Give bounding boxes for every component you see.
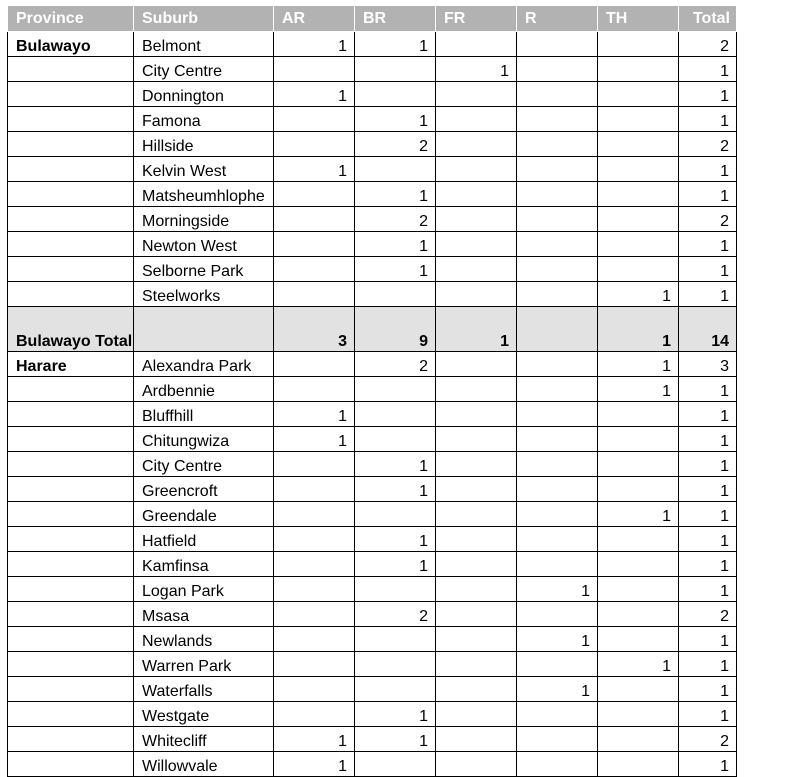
r-cell: [517, 157, 598, 182]
ar-cell: [274, 652, 355, 677]
table-row: [8, 702, 737, 727]
total-cell: 1: [679, 427, 737, 452]
ar-cell: [274, 182, 355, 207]
fr-cell: [436, 32, 517, 57]
province-cell: [8, 182, 134, 207]
total-cell: 1: [679, 502, 737, 527]
province-cell: [8, 427, 134, 452]
ar-cell: [274, 232, 355, 257]
province-cell: [8, 82, 134, 107]
r-cell: [517, 427, 598, 452]
column-header-ar: AR: [274, 6, 355, 32]
suburb-cell: Whitecliff: [134, 727, 274, 752]
table-row: [8, 602, 737, 627]
suburb-cell: Steelworks: [134, 282, 274, 307]
suburb-cell: Hatfield: [134, 527, 274, 552]
ar-cell: [274, 627, 355, 652]
ar-cell: 1: [274, 402, 355, 427]
total-cell: 1: [679, 577, 737, 602]
r-cell: [517, 352, 598, 377]
br-cell: [355, 402, 436, 427]
ar-cell: [274, 107, 355, 132]
total-cell: 1: [679, 82, 737, 107]
th-cell: [598, 82, 679, 107]
province-cell: [8, 752, 134, 777]
ar-cell: [274, 677, 355, 702]
fr-cell: [436, 132, 517, 157]
province-cell: [8, 232, 134, 257]
th-cell: 1: [598, 307, 679, 352]
ar-cell: [274, 477, 355, 502]
ar-cell: [274, 702, 355, 727]
fr-cell: [436, 752, 517, 777]
ar-cell: [274, 132, 355, 157]
total-cell: 1: [679, 702, 737, 727]
r-cell: [517, 107, 598, 132]
br-cell: [355, 427, 436, 452]
suburb-cell: Morningside: [134, 207, 274, 232]
table-row: [8, 527, 737, 552]
th-cell: [598, 257, 679, 282]
table-row: [8, 157, 737, 182]
br-cell: [355, 577, 436, 602]
br-cell: 2: [355, 132, 436, 157]
fr-cell: [436, 282, 517, 307]
br-cell: [355, 157, 436, 182]
total-cell: 1: [679, 182, 737, 207]
ar-cell: 1: [274, 752, 355, 777]
th-cell: [598, 552, 679, 577]
th-cell: [598, 157, 679, 182]
r-cell: 1: [517, 577, 598, 602]
br-cell: 1: [355, 452, 436, 477]
ar-cell: 1: [274, 427, 355, 452]
fr-cell: [436, 577, 517, 602]
fr-cell: [436, 602, 517, 627]
suburb-cell: Msasa: [134, 602, 274, 627]
fr-cell: [436, 552, 517, 577]
fr-cell: [436, 427, 517, 452]
th-cell: [598, 627, 679, 652]
fr-cell: [436, 677, 517, 702]
br-cell: 1: [355, 257, 436, 282]
r-cell: [517, 32, 598, 57]
br-cell: 1: [355, 552, 436, 577]
ar-cell: 3: [274, 307, 355, 352]
fr-cell: [436, 82, 517, 107]
ar-cell: [274, 502, 355, 527]
suburb-cell: Warren Park: [134, 652, 274, 677]
r-cell: 1: [517, 677, 598, 702]
table-row: [8, 452, 737, 477]
suburb-cell: Newton West: [134, 232, 274, 257]
ar-cell: [274, 377, 355, 402]
ar-cell: [274, 452, 355, 477]
total-cell: 14: [679, 307, 737, 352]
th-cell: 1: [598, 502, 679, 527]
column-header-th: TH: [598, 6, 679, 32]
province-cell: [8, 57, 134, 82]
fr-cell: [436, 107, 517, 132]
table-row: [8, 427, 737, 452]
br-cell: [355, 282, 436, 307]
r-cell: [517, 652, 598, 677]
table-row: [8, 627, 737, 652]
suburb-cell: Waterfalls: [134, 677, 274, 702]
br-cell: 2: [355, 602, 436, 627]
r-cell: [517, 307, 598, 352]
table-row: [8, 352, 737, 377]
ar-cell: [274, 552, 355, 577]
suburb-cell: Logan Park: [134, 577, 274, 602]
th-cell: [598, 727, 679, 752]
ar-cell: [274, 57, 355, 82]
fr-cell: [436, 702, 517, 727]
total-cell: 1: [679, 677, 737, 702]
r-cell: [517, 502, 598, 527]
r-cell: [517, 82, 598, 107]
th-cell: 1: [598, 652, 679, 677]
suburb-cell: City Centre: [134, 452, 274, 477]
province-cell: [8, 702, 134, 727]
suburb-cell: Kamfinsa: [134, 552, 274, 577]
total-cell: 1: [679, 552, 737, 577]
br-cell: 1: [355, 107, 436, 132]
subtotal-row: [8, 307, 737, 352]
total-cell: 2: [679, 602, 737, 627]
province-cell: [8, 207, 134, 232]
total-cell: 3: [679, 352, 737, 377]
fr-cell: [436, 232, 517, 257]
column-header-r: R: [517, 6, 598, 32]
table-row: [8, 402, 737, 427]
r-cell: [517, 727, 598, 752]
suburb-cell: Chitungwiza: [134, 427, 274, 452]
table-row: [8, 752, 737, 777]
th-cell: [598, 182, 679, 207]
total-cell: 1: [679, 452, 737, 477]
total-cell: 2: [679, 727, 737, 752]
ar-cell: [274, 577, 355, 602]
br-cell: [355, 57, 436, 82]
r-cell: 1: [517, 627, 598, 652]
th-cell: [598, 427, 679, 452]
province-cell: [8, 107, 134, 132]
th-cell: [598, 752, 679, 777]
r-cell: [517, 282, 598, 307]
fr-cell: [436, 477, 517, 502]
th-cell: [598, 57, 679, 82]
column-header-suburb: Suburb: [134, 6, 274, 32]
province-cell: [8, 377, 134, 402]
br-cell: 2: [355, 207, 436, 232]
suburb-cell: Kelvin West: [134, 157, 274, 182]
province-cell: [8, 282, 134, 307]
table-row: [8, 257, 737, 282]
province-cell: [8, 627, 134, 652]
r-cell: [517, 132, 598, 157]
th-cell: 1: [598, 377, 679, 402]
th-cell: [598, 527, 679, 552]
total-cell: 1: [679, 232, 737, 257]
br-cell: 1: [355, 477, 436, 502]
ar-cell: 1: [274, 32, 355, 57]
ar-cell: [274, 257, 355, 282]
r-cell: [517, 57, 598, 82]
suburb-cell: City Centre: [134, 57, 274, 82]
province-cell: Bulawayo: [8, 32, 134, 57]
suburb-cell: Bluffhill: [134, 402, 274, 427]
fr-cell: [436, 207, 517, 232]
suburb-cell: Westgate: [134, 702, 274, 727]
ar-cell: [274, 527, 355, 552]
table-row: [8, 232, 737, 257]
table-row: [8, 652, 737, 677]
fr-cell: [436, 727, 517, 752]
province-cell: [8, 132, 134, 157]
table-row: [8, 677, 737, 702]
suburb-cell: Matsheumhlophe: [134, 182, 274, 207]
br-cell: 1: [355, 182, 436, 207]
th-cell: [598, 402, 679, 427]
table-row: [8, 182, 737, 207]
column-header-fr: FR: [436, 6, 517, 32]
table-row: [8, 107, 737, 132]
table-row: [8, 82, 737, 107]
r-cell: [517, 402, 598, 427]
th-cell: [598, 477, 679, 502]
total-cell: 1: [679, 377, 737, 402]
br-cell: [355, 377, 436, 402]
r-cell: [517, 207, 598, 232]
ar-cell: [274, 352, 355, 377]
total-cell: 1: [679, 157, 737, 182]
th-cell: [598, 107, 679, 132]
table-row: [8, 552, 737, 577]
suburb-cell: Newlands: [134, 627, 274, 652]
province-cell: Harare: [8, 352, 134, 377]
total-cell: 1: [679, 752, 737, 777]
fr-cell: [436, 402, 517, 427]
ar-cell: 1: [274, 157, 355, 182]
province-cell: [8, 677, 134, 702]
r-cell: [517, 452, 598, 477]
br-cell: [355, 627, 436, 652]
r-cell: [517, 377, 598, 402]
province-cell: [8, 727, 134, 752]
suburb-cell: Donnington: [134, 82, 274, 107]
br-cell: 2: [355, 352, 436, 377]
ar-cell: [274, 207, 355, 232]
fr-cell: [436, 182, 517, 207]
th-cell: [598, 702, 679, 727]
fr-cell: [436, 352, 517, 377]
total-cell: 1: [679, 627, 737, 652]
th-cell: 1: [598, 352, 679, 377]
province-cell: [8, 402, 134, 427]
suburb-cell: Ardbennie: [134, 377, 274, 402]
total-cell: 1: [679, 282, 737, 307]
total-cell: 1: [679, 477, 737, 502]
th-cell: [598, 602, 679, 627]
suburb-cell: Greendale: [134, 502, 274, 527]
table-row: [8, 207, 737, 232]
suburb-cell: Greencroft: [134, 477, 274, 502]
r-cell: [517, 752, 598, 777]
table-row: [8, 132, 737, 157]
total-cell: 1: [679, 527, 737, 552]
table-row: [8, 502, 737, 527]
table-row: [8, 577, 737, 602]
suburb-cell: Willowvale: [134, 752, 274, 777]
fr-cell: [436, 502, 517, 527]
table-row: [8, 57, 737, 82]
ar-cell: [274, 602, 355, 627]
table-row: [8, 282, 737, 307]
fr-cell: [436, 452, 517, 477]
table-row: [8, 477, 737, 502]
r-cell: [517, 552, 598, 577]
fr-cell: [436, 627, 517, 652]
br-cell: [355, 82, 436, 107]
fr-cell: [436, 652, 517, 677]
table-row: [8, 377, 737, 402]
province-cell: [8, 157, 134, 182]
header-row: [8, 6, 737, 32]
suburb-cell: [134, 307, 274, 352]
th-cell: 1: [598, 282, 679, 307]
province-cell: Bulawayo Total: [8, 307, 134, 352]
r-cell: [517, 182, 598, 207]
th-cell: [598, 577, 679, 602]
th-cell: [598, 232, 679, 257]
province-cell: [8, 602, 134, 627]
br-cell: [355, 752, 436, 777]
total-cell: 1: [679, 57, 737, 82]
r-cell: [517, 232, 598, 257]
suburb-cell: Selborne Park: [134, 257, 274, 282]
br-cell: 1: [355, 727, 436, 752]
province-cell: [8, 452, 134, 477]
r-cell: [517, 257, 598, 282]
column-header-total: Total: [679, 6, 737, 32]
column-header-province: Province: [8, 6, 134, 32]
column-header-br: BR: [355, 6, 436, 32]
fr-cell: [436, 157, 517, 182]
fr-cell: [436, 527, 517, 552]
total-cell: 1: [679, 107, 737, 132]
br-cell: [355, 652, 436, 677]
r-cell: [517, 602, 598, 627]
province-cell: [8, 652, 134, 677]
province-cell: [8, 577, 134, 602]
th-cell: [598, 207, 679, 232]
suburb-cell: Famona: [134, 107, 274, 132]
ar-cell: 1: [274, 82, 355, 107]
fr-cell: [436, 377, 517, 402]
br-cell: 1: [355, 702, 436, 727]
r-cell: [517, 527, 598, 552]
total-cell: 1: [679, 652, 737, 677]
suburb-breakdown-table: [7, 5, 737, 777]
br-cell: 9: [355, 307, 436, 352]
br-cell: [355, 677, 436, 702]
suburb-cell: Hillside: [134, 132, 274, 157]
suburb-cell: Alexandra Park: [134, 352, 274, 377]
province-cell: [8, 552, 134, 577]
r-cell: [517, 702, 598, 727]
province-cell: [8, 477, 134, 502]
total-cell: 1: [679, 402, 737, 427]
th-cell: [598, 32, 679, 57]
br-cell: 1: [355, 527, 436, 552]
fr-cell: 1: [436, 307, 517, 352]
suburb-cell: Belmont: [134, 32, 274, 57]
table-row: [8, 727, 737, 752]
province-cell: [8, 502, 134, 527]
total-cell: 1: [679, 257, 737, 282]
fr-cell: 1: [436, 57, 517, 82]
total-cell: 2: [679, 32, 737, 57]
br-cell: [355, 502, 436, 527]
th-cell: [598, 452, 679, 477]
fr-cell: [436, 257, 517, 282]
total-cell: 2: [679, 132, 737, 157]
th-cell: [598, 132, 679, 157]
table-row: [8, 32, 737, 57]
total-cell: 2: [679, 207, 737, 232]
province-cell: [8, 257, 134, 282]
ar-cell: 1: [274, 727, 355, 752]
province-cell: [8, 527, 134, 552]
ar-cell: [274, 282, 355, 307]
br-cell: 1: [355, 32, 436, 57]
th-cell: [598, 677, 679, 702]
r-cell: [517, 477, 598, 502]
br-cell: 1: [355, 232, 436, 257]
